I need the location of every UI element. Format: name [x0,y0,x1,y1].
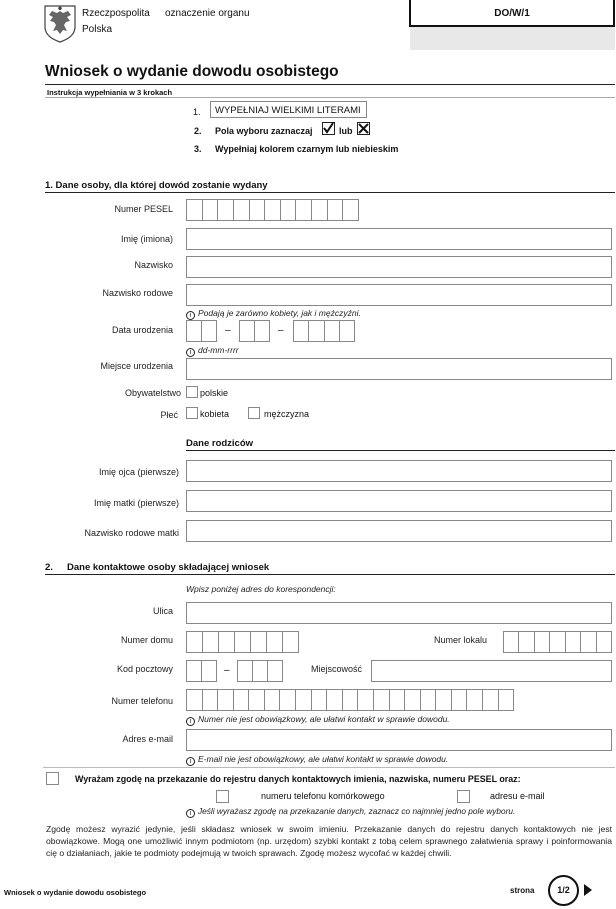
section1-heading: 1. Dane osoby, dla której dowód zostanie wydany [45,180,268,191]
house-number-label: Numer domu [120,635,173,645]
birth-date-hint [186,345,239,357]
postcode-suffix-input[interactable] [237,660,283,682]
phone-hint [186,714,450,726]
info-icon: i [186,311,195,320]
page-label: strona [510,886,535,895]
parents-heading: Dane rodziców [186,438,254,449]
instruction-step3-num: 3. [194,144,202,154]
consent-email-label: adresu e-mail [490,791,545,801]
flat-number-input[interactable] [503,631,612,653]
birth-place-label: Miejsce urodzenia [100,361,173,371]
citizenship-polish-checkbox[interactable] [186,386,198,398]
birth-place-input[interactable] [186,358,612,380]
consent-phone-checkbox[interactable] [216,790,229,803]
instruction-step2-num: 2. [194,126,202,136]
consent-checkbox[interactable] [46,772,59,785]
next-page-arrow-icon[interactable] [584,884,592,896]
birth-day-input[interactable] [186,320,217,342]
country-name-line2: Polska [82,24,113,35]
parents-rule [186,450,615,451]
consent-email-checkbox[interactable] [457,790,470,803]
email-input[interactable] [186,729,612,751]
page-title: Wniosek o wydanie dowodu osobistego [45,63,339,80]
organ-stamp-area [410,27,615,50]
citizenship-label: Obywatelstwo [124,388,181,398]
instruction-step1-num: 1. [193,107,201,117]
house-number-input[interactable] [186,631,299,653]
birth-month-input[interactable] [239,320,270,342]
page-number-circle [548,875,579,906]
mother-family-name-input[interactable] [186,520,612,542]
section2-rule [45,574,615,575]
organ-label: oznaczenie organu [165,8,250,19]
email-hint [186,754,448,766]
father-name-label: Imię ojca (pierwsze) [98,467,179,477]
info-icon: i [186,348,195,357]
birth-date-label: Data urodzenia [111,325,173,335]
footer-title: Wniosek o wydanie dowodu osobistego [4,888,147,897]
phone-label: Numer telefonu [111,696,173,706]
info-icon: i [186,717,195,726]
page-number: 1/2 [557,885,570,895]
mother-family-name-label: Nazwisko rodowe matki [84,528,179,538]
email-hint-text: E-mail nie jest obowiązkowy, ale ułatwi kontakt w sprawie dowodu. [198,754,449,764]
sex-female-label: kobieta [200,409,230,419]
form-code: DO/W/1 [494,8,530,19]
instruction-step3: Wypełniaj kolorem czarnym lub niebieskim [215,144,399,154]
country-name-line1: Rzeczpospolita [82,8,150,19]
instruction-step1: WYPEŁNIAJ WIELKIMI LITERAMI [215,105,361,116]
sex-male-checkbox[interactable] [248,407,260,419]
phone-input[interactable] [186,689,514,711]
postcode-prefix-input[interactable] [186,660,217,682]
info-icon: i [186,809,195,818]
title-rule [45,84,615,85]
birth-year-input[interactable] [293,320,355,342]
consent-hint [186,806,515,818]
instructions-rule [45,97,615,98]
family-name-input[interactable] [186,284,612,306]
first-names-label: Imię (imiona) [120,234,173,244]
street-label: Ulica [152,606,173,616]
date-dash-2: – [278,325,284,336]
sex-female-checkbox[interactable] [186,407,198,419]
family-name-hint-text: Podają je zarówno kobiety, jak i mężczyźni. [198,308,361,318]
birth-date-hint-text: dd-mm-rrrr [198,345,239,355]
consent-hint-text: Jeśli wyrażasz zgodę na przekazanie danych, zaznacz co najmniej jedno pole wyboru. [198,806,516,816]
citizenship-polish-label: polskie [200,388,229,398]
poland-emblem-icon [42,3,78,43]
father-name-input[interactable] [186,460,612,482]
sex-male-label: mężczyzna [264,409,310,419]
check-sample-icon [322,122,335,135]
address-hint: Wpisz poniżej adres do korespondencji: [186,584,336,594]
family-name-hint [186,308,361,320]
section1-rule [45,192,615,193]
postcode-dash: – [224,665,230,676]
pesel-input[interactable] [186,199,359,221]
section2-heading: Dane kontaktowe osoby składającej wniosek [67,562,270,573]
consent-text: Wyrażam zgodę na przekazanie do rejestru danych kontaktowych imienia, nazwiska, numeru PESEL oraz: [75,774,521,784]
sex-label: Płeć [160,410,178,420]
postcode-label: Kod pocztowy [116,664,173,674]
family-name-label: Nazwisko rodowe [102,288,173,298]
city-input[interactable] [371,660,612,682]
first-names-input[interactable] [186,228,612,250]
flat-number-label: Numer lokalu [433,635,487,645]
date-dash-1: – [225,325,231,336]
surname-label: Nazwisko [134,260,173,270]
city-label: Miejscowość [310,664,362,674]
phone-hint-text: Numer nie jest obowiązkowy, ale ułatwi kontakt w sprawie dowodu. [198,714,450,724]
consent-note: Zgodę możesz wyrazić jedynie, jeśli składasz wniosek w swoim imieniu. Przekazanie danych do rejestru danych kontaktowych nie jest obowiązkowe. Mogą one umożliwić innym podmiotom (np. urzędom) szybki kontakt z tobą celem sprawnego załatwienia sprawy i poinformowania cię o działaniach, jakie te podmioty podejmują w twoich sprawach. Zgodę możesz wycofać w każdej chwili. [46,824,612,858]
email-label: Adres e-mail [122,734,173,744]
section2-heading-num: 2. [45,562,53,573]
mother-name-input[interactable] [186,490,612,512]
instruction-step2-or: lub [339,126,353,136]
pesel-label: Numer PESEL [114,204,173,214]
street-input[interactable] [186,602,612,624]
instruction-step2: Pola wyboru zaznaczaj [215,126,313,136]
mother-name-label: Imię matki (pierwsze) [93,498,179,508]
cross-sample-icon [357,122,370,135]
consent-phone-label: numeru telefonu komórkowego [261,791,385,801]
info-icon: i [186,757,195,766]
surname-input[interactable] [186,256,612,278]
instructions-heading: Instrukcja wypełniania w 3 krokach [47,88,173,97]
